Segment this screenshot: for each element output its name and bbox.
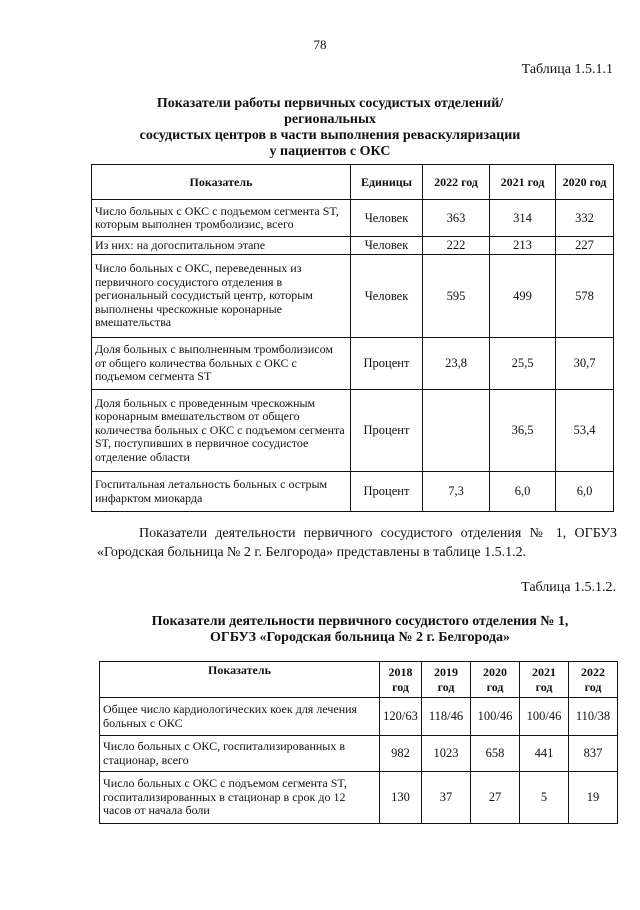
cell-2018: 982 xyxy=(380,736,422,772)
cell-2018: 130 xyxy=(380,772,422,824)
cell-2022: 837 xyxy=(569,736,618,772)
table1-header-2020: 2020 год xyxy=(556,165,614,200)
table-row xyxy=(92,237,614,255)
cell-2022: 595 xyxy=(423,255,490,338)
table2-header-indicator: Показатель xyxy=(100,662,380,698)
cell-2021: 25,5 xyxy=(490,338,556,390)
table-row xyxy=(92,255,614,338)
cell-2019: 118/46 xyxy=(422,698,471,736)
cell-2020: 53,4 xyxy=(556,390,614,472)
row-label: Число больных с ОКС с подъемом сегмента ST, которым выполнен тромболизис, всего xyxy=(92,200,351,237)
cell-2020: 27 xyxy=(471,772,520,824)
table1-header-unit: Единицы xyxy=(351,165,423,200)
table1-title-line: Показатели работы первичных сосудистых отделений/региональных xyxy=(156,96,504,127)
cell-2021: 5 xyxy=(520,772,569,824)
table-row xyxy=(100,772,618,824)
table1-title xyxy=(120,96,540,160)
row-label: Число больных с ОКС, госпитализированных в стационар, всего xyxy=(100,736,380,772)
table-row xyxy=(92,200,614,237)
table2-header-2018: 2018 год xyxy=(380,662,422,698)
table2-title xyxy=(110,614,610,646)
cell-2022: 110/38 xyxy=(569,698,618,736)
cell-2022: 23,8 xyxy=(423,338,490,390)
cell-2020: 30,7 xyxy=(556,338,614,390)
table2-header-2020: 2020 год xyxy=(471,662,520,698)
cell-2021: 441 xyxy=(520,736,569,772)
row-label: Число больных с ОКС, переведенных из первичного сосудистого отделения в региональный сосудистый центр, которым выполнены чрескожные коронарные вмешательства xyxy=(92,255,351,338)
cell-2020: 227 xyxy=(556,237,614,255)
cell-2021: 314 xyxy=(490,200,556,237)
table1-title-line: сосудистых центров в части выполнения реваскуляризации xyxy=(139,128,521,143)
table2-caption: Таблица 1.5.1.2. xyxy=(521,580,616,595)
table2-header-2021: 2021 год xyxy=(520,662,569,698)
row-label: Госпитальная летальность больных с острым инфарктом миокарда xyxy=(92,472,351,512)
cell-2019: 1023 xyxy=(422,736,471,772)
row-unit: Процент xyxy=(351,472,423,512)
cell-2019: 37 xyxy=(422,772,471,824)
cell-2022: 363 xyxy=(423,200,490,237)
table2-header-row xyxy=(100,662,618,698)
cell-2020: 658 xyxy=(471,736,520,772)
table2-header-2019: 2019 год xyxy=(422,662,471,698)
cell-2022: 222 xyxy=(423,237,490,255)
table-row xyxy=(100,736,618,772)
cell-2021: 213 xyxy=(490,237,556,255)
table2 xyxy=(99,661,618,824)
table2-header-2022: 2022 год xyxy=(569,662,618,698)
table1-header-indicator: Показатель xyxy=(92,165,351,200)
cell-2021: 6,0 xyxy=(490,472,556,512)
table-row xyxy=(92,472,614,512)
cell-2021: 499 xyxy=(490,255,556,338)
cell-2022: 7,3 xyxy=(423,472,490,512)
table1-header-2021: 2021 год xyxy=(490,165,556,200)
cell-2020: 100/46 xyxy=(471,698,520,736)
page-number: 78 xyxy=(313,37,327,52)
cell-2021: 100/46 xyxy=(520,698,569,736)
row-unit: Процент xyxy=(351,390,423,472)
table2-title-line: Показатели деятельности первичного сосудистого отделения № 1, xyxy=(151,614,569,629)
table1-title-line: у пациентов с ОКС xyxy=(269,144,391,159)
table1-caption: Таблица 1.5.1.1 xyxy=(521,62,613,77)
table-row xyxy=(92,390,614,472)
table1 xyxy=(91,164,614,512)
cell-2020: 6,0 xyxy=(556,472,614,512)
row-label: Доля больных с выполненным тромболизисом от общего количества больных с ОКС с подъемом сегмента ST xyxy=(92,338,351,390)
cell-2020: 578 xyxy=(556,255,614,338)
table2-title-line: ОГБУЗ «Городская больница № 2 г. Белгорода» xyxy=(209,630,511,645)
cell-2020: 332 xyxy=(556,200,614,237)
cell-2021: 36,5 xyxy=(490,390,556,472)
table1-header-2022: 2022 год xyxy=(423,165,490,200)
cell-2022: 19 xyxy=(569,772,618,824)
row-label: Из них: на догоспитальном этапе xyxy=(92,237,351,255)
row-unit: Человек xyxy=(351,255,423,338)
row-unit: Процент xyxy=(351,338,423,390)
row-label: Общее число кардиологических коек для лечения больных с ОКС xyxy=(100,698,380,736)
cell-2018: 120/63 xyxy=(380,698,422,736)
row-label: Доля больных с проведенным чрескожным коронарным вмешательством от общего количества больных с ОКС с подъемом сегмента ST, поступивших в первичное сосудистое отделение области xyxy=(92,390,351,472)
body-paragraph: Показатели деятельности первичного сосудистого отделения № 1, ОГБУЗ «Городская больница № 2 г. Белгорода» представлены в таблице 1.5.1.2. xyxy=(97,526,617,560)
row-unit: Человек xyxy=(351,237,423,255)
table-row xyxy=(100,698,618,736)
table1-header-row xyxy=(92,165,614,200)
row-label: Число больных с ОКС с подъемом сегмента ST, госпитализированных в стационар в срок до 12 часов от начала боли xyxy=(100,772,380,824)
cell-2022 xyxy=(423,390,490,472)
table-row xyxy=(92,338,614,390)
row-unit: Человек xyxy=(351,200,423,237)
